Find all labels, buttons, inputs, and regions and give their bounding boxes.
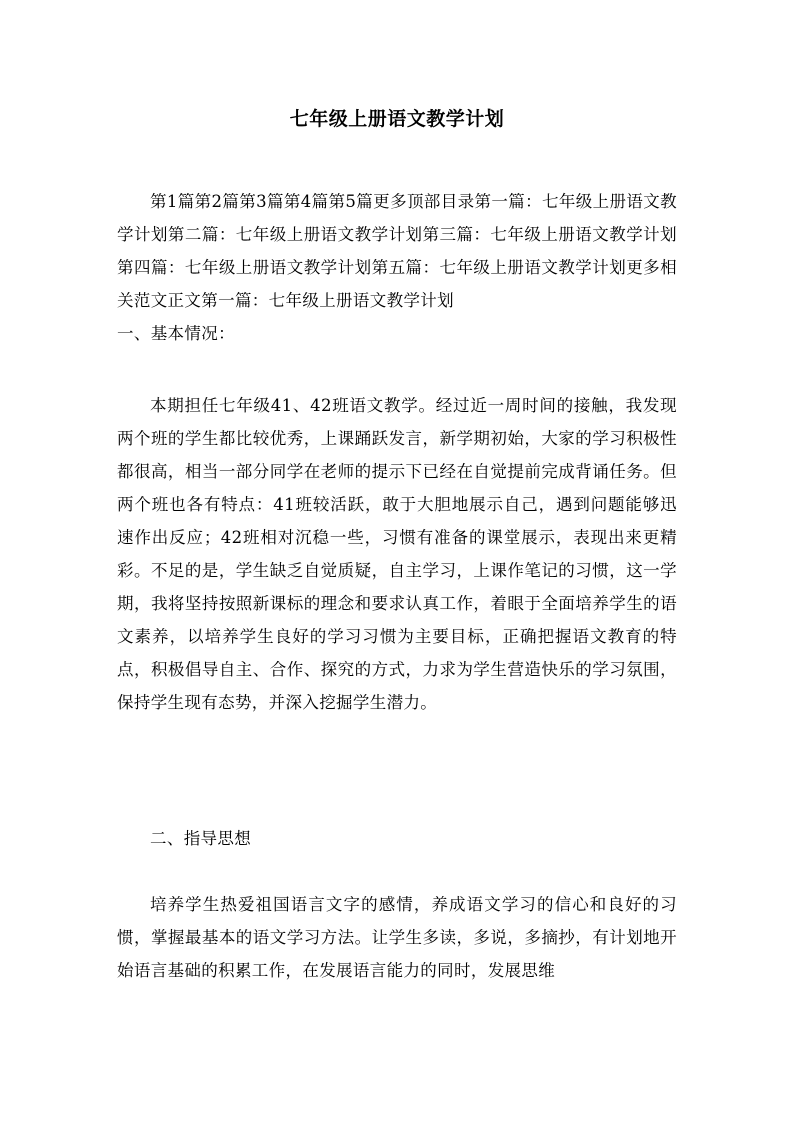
section-1-block [117,389,677,719]
section-2-heading: 二、指导思想 [150,829,252,848]
section-2-block [117,888,677,987]
toc-block [117,185,677,350]
section-1-heading: 一、基本情况： [117,324,235,343]
section-2-heading-block [117,822,677,855]
section-2-paragraph: 培养学生热爱祖国语言文字的感情，养成语文学习的信心和良好的习惯，掌握最基本的语文学习方法。让学生多读，多说，多摘抄，有计划地开始语言基础的积累工作，在发展语言能力的同时，发展思维 [117,895,677,980]
toc-paragraph: 第1篇第2篇第3篇第4篇第5篇更多顶部目录第一篇：七年级上册语文教学计划第二篇：七年级上册语文教学计划第三篇：七年级上册语文教学计划第四篇：七年级上册语文教学计划第五篇：七年级上册语文教学计划更多相关范文正文第一篇：七年级上册语文教学计划 [117,192,677,310]
document-title: 七年级上册语文教学计划 [289,108,505,130]
section-1-paragraph: 本期担任七年级41、42班语文教学。经过近一周时间的接触，我发现两个班的学生都比较优秀，上课踊跃发言，新学期初始，大家的学习积极性都很高，相当一部分同学在老师的提示下已经在自觉提前完成背诵任务。但两个班也各有特点：41班较活跃，敢于大胆地展示自己，遇到问题能够迅速作出反应；42班相对沉稳一些，习惯有准备的课堂展示，表现出来更精彩。不足的是，学生缺乏自觉质疑，自主学习，上课作笔记的习惯，这一学期，我将坚持按照新课标的理念和要求认真工作，着眼于全面培养学生的语文素养，以培养学生良好的学习习惯为主要目标，正确把握语文教育的特点，积极倡导自主、合作、探究的方式，力求为学生营造快乐的学习氛围，保持学生现有态势，并深入挖掘学生潜力。 [117,396,677,712]
